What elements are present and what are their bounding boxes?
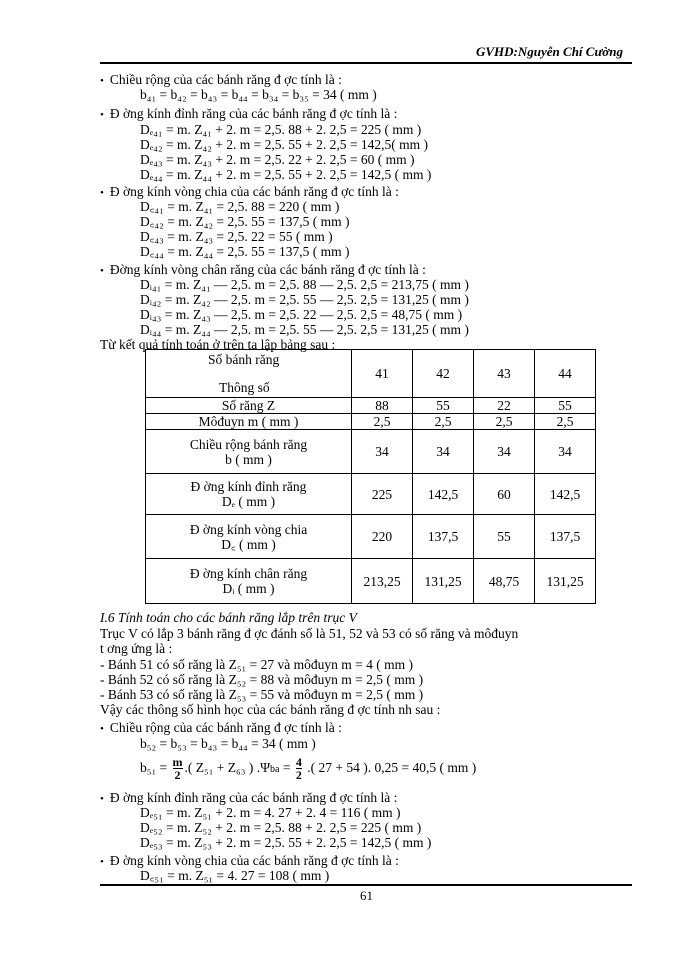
gear-spec-line: - Bánh 53 có số răng là Z₅₃ = 55 và môđuyn m = 2,5 ( mm ) xyxy=(100,687,424,702)
pitch-diameter-line: D꜀₄₁ = m. Z₄₁ = 2,5. 88 = 220 ( mm ) xyxy=(140,199,340,214)
footer-rule xyxy=(100,884,632,886)
table-header-row xyxy=(146,350,596,398)
width-title: Chiều rộng của các bánh răng đ ợc tính là : xyxy=(109,720,342,735)
table-row xyxy=(146,430,596,474)
pitch-diameter-line: D꜀₄₂ = m. Z₄₂ = 2,5. 55 = 137,5 ( mm ) xyxy=(140,214,350,229)
tip-diameter-line: Dₑ₅₁ = m. Z₅₁ + 2. m = 4. 27 + 2. 4 = 116 ( mm ) xyxy=(140,805,401,820)
row-label: Chiều rộng bánh răng xyxy=(189,436,308,452)
tip-diameter-line: Dₑ₅₃ = m. Z₅₃ + 2. m = 2,5. 55 + 2. 2,5 = 142,5 ( mm ) xyxy=(140,835,432,850)
table-cell: 60 xyxy=(474,474,535,515)
gear-number-cell: 41 xyxy=(352,350,413,398)
bullet-icon: • xyxy=(100,856,104,868)
tip-diameter-title: Đ ờng kính đỉnh răng của các bánh răng đ ợc tính là : xyxy=(109,790,398,805)
formula-lhs: b₅₁ = xyxy=(140,760,168,775)
fraction-denominator: 2 xyxy=(295,768,302,783)
gear-spec-table xyxy=(145,349,596,604)
gear-spec-line: - Bánh 52 có số răng là Z₅₂ = 88 và môđuyn m = 2,5 ( mm ) xyxy=(100,672,424,687)
corner-top-label: Số bánh răng xyxy=(208,352,280,367)
row-label: Đ ờng kính vòng chia xyxy=(189,521,308,537)
row-label: Đ ờng kính chân răng xyxy=(189,566,308,581)
row-label-cell xyxy=(146,430,352,474)
row-unit: Dᵢ ( mm ) xyxy=(222,581,275,596)
fraction-numerator: m xyxy=(172,755,183,770)
table-cell: 34 xyxy=(535,430,596,474)
bullet-icon: • xyxy=(100,187,104,199)
table-cell: 34 xyxy=(413,430,474,474)
corner-bottom-label: Thông số xyxy=(219,380,270,395)
table-cell: 2,5 xyxy=(474,414,535,430)
width-title: Chiều rộng của các bánh răng đ ợc tính là : xyxy=(109,72,342,87)
table-corner-cell xyxy=(146,350,352,398)
table-cell: 213,25 xyxy=(352,559,413,604)
root-diameter-line: Dᵢ₄₂ = m. Z₄₂ — 2,5. m = 2,5. 55 — 2,5. 2,5 = 131,25 ( mm ) xyxy=(140,292,469,307)
table-cell: 34 xyxy=(474,430,535,474)
fraction-denominator: 2 xyxy=(174,768,181,783)
row-label: Đ ờng kính đỉnh răng xyxy=(190,479,307,494)
row-unit: Dₑ ( mm ) xyxy=(221,494,276,509)
table-cell: 2,5 xyxy=(535,414,596,430)
table-cell: 225 xyxy=(352,474,413,515)
pitch-diameter-title: Đ ờng kính vòng chia của các bánh răng đ ợc tính là : xyxy=(109,853,399,868)
intro-line: t ơng ứng là : xyxy=(100,641,173,656)
gear-number-cell: 44 xyxy=(535,350,596,398)
section-heading: I.6 Tính toán cho các bánh răng lắp trên trục V xyxy=(100,610,357,625)
table-cell: 142,5 xyxy=(535,474,596,515)
table-cell: 88 xyxy=(352,398,413,414)
formula-mid: .( Z₅₁ + Z₆₃ ) .Ψ xyxy=(184,760,271,775)
table-cell: 34 xyxy=(352,430,413,474)
row-unit: D꜀ ( mm ) xyxy=(221,536,276,552)
table-cell: 142,5 xyxy=(413,474,474,515)
page-number: 61 xyxy=(360,888,373,903)
pitch-diameter-line: D꜀₅₁ = m. Z₅₁ = 4. 27 = 108 ( mm ) xyxy=(140,868,330,883)
pitch-diameter-line: D꜀₄₃ = m. Z₄₃ = 2,5. 22 = 55 ( mm ) xyxy=(140,229,333,244)
bullet-icon: • xyxy=(100,723,104,735)
row-label-cell xyxy=(146,515,352,559)
fraction xyxy=(173,756,183,781)
width-line: b₅₂ = b₅₃ = b₄₃ = b₄₄ = 34 ( mm ) xyxy=(140,736,316,751)
row-label-cell xyxy=(146,559,352,604)
formula-rhs: .( 27 + 54 ). 0,25 = 40,5 ( mm ) xyxy=(307,760,477,775)
bullet-item xyxy=(100,720,342,737)
geometry-intro: Vậy các thông số hình học của các bánh răng đ ợc tính nh sau : xyxy=(100,702,441,717)
pitch-diameter-title: Đ ờng kính vòng chia của các bánh răng đ ợc tính là : xyxy=(109,184,399,199)
b51-formula xyxy=(140,754,476,784)
gear-number-cell: 43 xyxy=(474,350,535,398)
table-row xyxy=(146,414,596,430)
width-line: b₄₁ = b₄₂ = b₄₃ = b₄₄ = b₃₄ = b₃₅ = 34 ( mm ) xyxy=(140,87,377,102)
psi-subscript: ba xyxy=(270,764,280,775)
row-unit: b ( mm ) xyxy=(225,451,272,467)
root-diameter-title: Đờng kính vòng chân răng của các bánh răng đ ợc tính là : xyxy=(109,262,426,277)
root-diameter-line: Dᵢ₄₄ = m. Z₄₄ — 2,5. m = 2,5. 55 — 2,5. 2,5 = 131,25 ( mm ) xyxy=(140,322,469,337)
table-cell: 2,5 xyxy=(413,414,474,430)
fraction xyxy=(296,756,302,781)
table-cell: 55 xyxy=(413,398,474,414)
table-cell: 131,25 xyxy=(413,559,474,604)
tip-diameter-line: Dₑ₄₁ = m. Z₄₁ + 2. m = 2,5. 88 + 2. 2,5 = 225 ( mm ) xyxy=(140,122,422,137)
tip-diameter-line: Dₑ₄₂ = m. Z₄₂ + 2. m = 2,5. 55 + 2. 2,5 = 142,5( mm ) xyxy=(140,137,428,152)
gear-number-cell: 42 xyxy=(413,350,474,398)
header-author: GVHD:Nguyễn Chí Cường xyxy=(476,44,623,59)
bullet-icon: • xyxy=(100,793,104,805)
table-cell: 137,5 xyxy=(413,515,474,559)
tip-diameter-line: Dₑ₅₂ = m. Z₅₂ + 2. m = 2,5. 88 + 2. 2,5 = 225 ( mm ) xyxy=(140,820,422,835)
tip-diameter-title: Đ ờng kính đỉnh răng của các bánh răng đ ợc tính là : xyxy=(109,106,398,121)
table-cell: 137,5 xyxy=(535,515,596,559)
bullet-icon: • xyxy=(100,265,104,277)
gear-spec-line: - Bánh 51 có số răng là Z₅₁ = 27 và môđuyn m = 4 ( mm ) xyxy=(100,657,413,672)
table-cell: 131,25 xyxy=(535,559,596,604)
root-diameter-line: Dᵢ₄₁ = m. Z₄₁ — 2,5. m = 2,5. 88 — 2,5. 2,5 = 213,75 ( mm ) xyxy=(140,277,469,292)
table-cell: 55 xyxy=(535,398,596,414)
bullet-item xyxy=(100,106,397,123)
row-label: Số răng Z xyxy=(146,398,352,414)
table-cell: 55 xyxy=(474,515,535,559)
intro-line: Trục V có lắp 3 bánh răng đ ợc đánh số là 51, 52 và 53 có số răng và môđuyn xyxy=(100,626,519,641)
tip-diameter-line: Dₑ₄₄ = m. Z₄₄ + 2. m = 2,5. 55 + 2. 2,5 = 142,5 ( mm ) xyxy=(140,167,432,182)
pitch-diameter-line: D꜀₄₄ = m. Z₄₄ = 2,5. 55 = 137,5 ( mm ) xyxy=(140,244,350,259)
fraction-numerator: 4 xyxy=(295,755,302,770)
table-row xyxy=(146,398,596,414)
table-cell: 2,5 xyxy=(352,414,413,430)
summary-text: Từ kết quả tính toán ở trên ta lập bảng sau : xyxy=(100,337,336,352)
table-row xyxy=(146,474,596,515)
header-rule xyxy=(100,62,632,64)
bullet-icon: • xyxy=(100,109,104,121)
row-label-cell xyxy=(146,474,352,515)
row-label: Môđuyn m ( mm ) xyxy=(146,414,352,430)
formula-equals: = xyxy=(279,760,291,775)
table-cell: 48,75 xyxy=(474,559,535,604)
tip-diameter-line: Dₑ₄₃ = m. Z₄₃ + 2. m = 2,5. 22 + 2. 2,5 = 60 ( mm ) xyxy=(140,152,415,167)
table-cell: 22 xyxy=(474,398,535,414)
table-cell: 220 xyxy=(352,515,413,559)
table-row xyxy=(146,559,596,604)
root-diameter-line: Dᵢ₄₃ = m. Z₄₃ — 2,5. m = 2,5. 22 — 2,5. 2,5 = 48,75 ( mm ) xyxy=(140,307,463,322)
bullet-icon: • xyxy=(100,75,104,87)
table-row xyxy=(146,515,596,559)
